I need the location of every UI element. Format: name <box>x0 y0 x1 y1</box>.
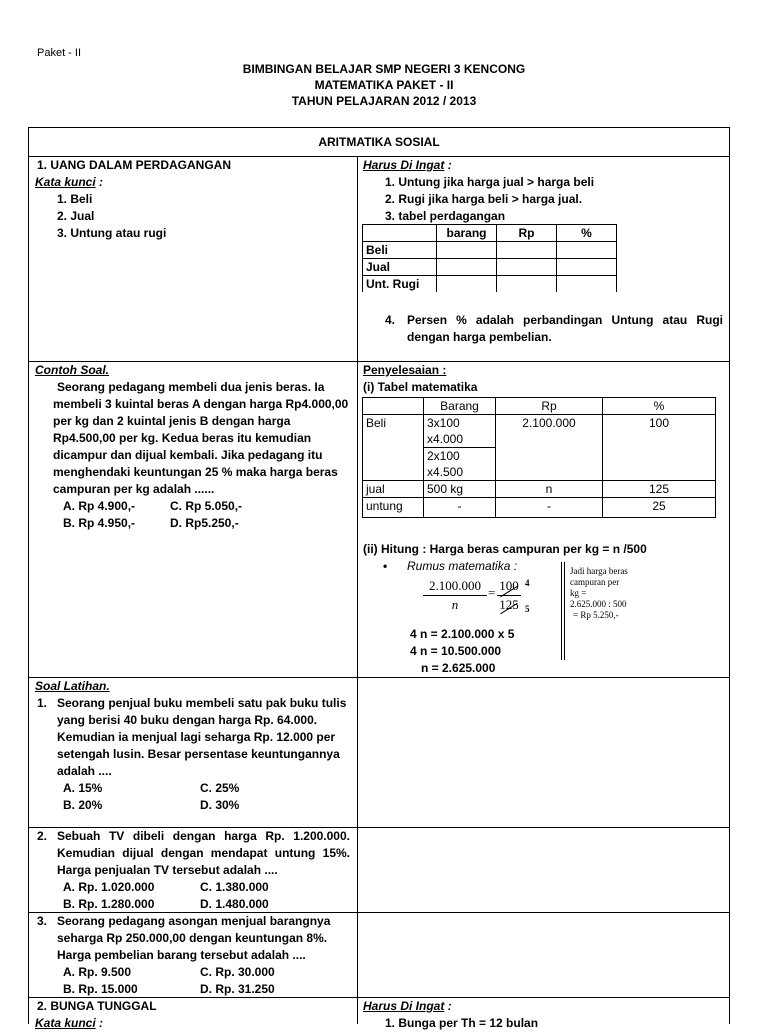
table-row-label: untung <box>363 498 424 518</box>
fraction-1-denominator: n <box>451 597 459 612</box>
fraction-1-bar <box>423 595 487 596</box>
list-item: 1. Untung jika harga jual > harga beli <box>385 175 595 189</box>
kata-kunci-label: Kata kunci <box>35 175 96 189</box>
ingat-colon: : <box>444 999 452 1013</box>
s1-kata-kunci <box>35 174 103 191</box>
contoh-line: membeli 3 kuintal beras A dengan harga Rp4.000,00 <box>53 397 349 411</box>
table-cell <box>424 415 496 448</box>
s1-heading: 1. UANG DALAM PERDAGANGAN <box>37 158 232 172</box>
list-item: 3. tabel perdagangan <box>385 209 506 223</box>
table-row-label: jual <box>363 481 424 498</box>
table-header: barang <box>437 225 497 242</box>
q1-line: Seorang penjual buku membeli satu pak buku tulis <box>57 696 347 710</box>
table-cell: 125 <box>603 481 716 498</box>
note-line: kg = <box>570 588 587 598</box>
section-title: ARITMATIKA SOSIAL <box>318 135 440 149</box>
q1-line: adalah .... <box>57 764 112 778</box>
note-border <box>564 562 565 660</box>
calc-line: n = 2.625.000 <box>421 661 496 675</box>
cell-line: 2x100 <box>427 449 460 463</box>
q1-option-a: A. 15% <box>63 781 103 795</box>
q1-line: Kemudian ia menjual lagi seharga Rp. 12.000 per <box>57 730 336 744</box>
table-cell <box>557 276 617 293</box>
q3-line: seharga Rp 250.000,00 dengan keuntungan 8%. <box>57 931 328 945</box>
cell-line: 3x100 <box>427 416 460 430</box>
table-row-label: Unt. Rugi <box>363 276 437 293</box>
reduced-numerator: 4 <box>525 578 530 588</box>
q1-option-c: C. 25% <box>200 781 240 795</box>
contoh-line: per kg dan 2 kuintal jenis B dengan harga <box>53 414 291 428</box>
q2-option-b: B. Rp. 1.280.000 <box>63 897 155 911</box>
doc-title-school: BIMBINGAN BELAJAR SMP NEGERI 3 KENCONG <box>242 62 526 76</box>
q2-line: Kemudian dijual dengan mendapat untung 15%. <box>57 846 350 860</box>
table-row-label: Jual <box>363 259 437 276</box>
table-border-top <box>28 127 730 128</box>
table-cell <box>557 242 617 259</box>
kata-kunci-colon: : <box>95 1016 104 1030</box>
table-cell <box>497 259 557 276</box>
side-note <box>570 566 628 621</box>
column-divider <box>357 156 358 1024</box>
ingat-heading <box>363 157 452 174</box>
note-border <box>561 562 562 660</box>
reduced-denominator: 5 <box>525 604 530 614</box>
solution-table <box>362 397 716 518</box>
table-header: Rp <box>497 225 557 242</box>
item4-number: 4. <box>385 313 396 327</box>
contoh-heading: Contoh Soal. <box>35 363 109 377</box>
list-item: 1. Beli <box>57 192 93 206</box>
cell-line: x4.500 <box>427 465 464 479</box>
q3-option-c: C. Rp. 30.000 <box>200 965 275 979</box>
option-c: C. Rp 5.050,- <box>170 499 243 513</box>
ingat-colon: : <box>444 158 452 172</box>
penyelesaian-heading: Penyelesaian : <box>363 363 447 377</box>
fraction-1-numerator: 2.100.000 <box>429 578 481 593</box>
table-cell: 2.100.000 <box>496 415 603 481</box>
table-cell <box>437 276 497 293</box>
option-b: B. Rp 4.950,- <box>63 516 136 530</box>
table-cell <box>363 398 424 415</box>
q3-option-d: D. Rp. 31.250 <box>200 982 275 996</box>
table-cell: n <box>496 481 603 498</box>
doc-title-subject: MATEMATIKA PAKET - II <box>314 78 454 92</box>
list-item: 2. Rugi jika harga beli > harga jual. <box>385 192 583 206</box>
ingat-label: Harus Di Ingat <box>363 999 445 1013</box>
table-cell: - <box>496 498 603 518</box>
rumus-label: Rumus matematika : <box>407 559 518 573</box>
table-cell: 25 <box>603 498 716 518</box>
latihan-heading: Soal Latihan. <box>35 679 110 693</box>
list-item: 1. Bunga per Th = 12 bulan <box>385 1016 539 1030</box>
q3-option-a: A. Rp. 9.500 <box>63 965 132 979</box>
table-cell: - <box>424 498 496 518</box>
contoh-line: dicampur dan dijual kembali. Jika pedagang itu <box>53 448 323 462</box>
list-item: 3. Untung atau rugi <box>57 226 167 240</box>
table-header: % <box>557 225 617 242</box>
contoh-line: Rp4.500,00 per kg. Kedua beras itu kemudian <box>53 431 312 445</box>
table-header: % <box>603 398 716 415</box>
bullet-icon: • <box>383 559 388 573</box>
table-cell <box>437 242 497 259</box>
q3-number: 3. <box>37 914 48 928</box>
note-line: 2.625.000 : 500 <box>570 599 627 609</box>
q2-option-a: A. Rp. 1.020.000 <box>63 880 155 894</box>
note-line: = Rp 5.250,- <box>573 610 619 620</box>
q1-option-d: D. 30% <box>200 798 240 812</box>
table-cell <box>363 225 437 242</box>
list-item: 2. Jual <box>57 209 95 223</box>
sub-heading-tabel: (i) Tabel matematika <box>363 380 478 394</box>
s2-ingat-heading <box>363 998 452 1015</box>
q1-line: setengah lusin. Besar persentase keuntungannya <box>57 747 340 761</box>
ingat-label: Harus Di Ingat <box>363 158 445 172</box>
table-cell <box>497 242 557 259</box>
q1-line: yang berisi 40 buku dengan harga Rp. 64.000. <box>57 713 318 727</box>
option-a: A. Rp 4.900,- <box>63 499 136 513</box>
paket-label: Paket - II <box>37 47 82 59</box>
table-cell: 500 kg <box>424 481 496 498</box>
fraction-2-denominator: 125 <box>499 597 519 612</box>
note-line: Jadi harga beras <box>570 566 628 576</box>
row-divider <box>28 677 730 678</box>
q3-line: Seorang pedagang asongan menjual barangnya <box>57 914 331 928</box>
item4-line1: Persen % adalah perbandingan Untung atau Rugi <box>407 313 723 327</box>
sub-heading-hitung: (ii) Hitung : Harga beras campuran per kg = n /500 <box>363 542 647 556</box>
q3-option-b: B. Rp. 15.000 <box>63 982 138 996</box>
table-border-left <box>28 127 29 1024</box>
table-header: Rp <box>496 398 603 415</box>
kata-kunci-colon: : <box>95 175 104 189</box>
table-cell <box>497 276 557 293</box>
trade-table <box>362 224 617 292</box>
contoh-line: Seorang pedagang membeli dua jenis beras. Ia <box>57 380 325 394</box>
table-border-right <box>729 127 730 1024</box>
s2-heading: 2. BUNGA TUNGGAL <box>37 999 157 1013</box>
table-row-label: Beli <box>363 242 437 259</box>
calc-line: 4 n = 2.100.000 x 5 <box>410 627 515 641</box>
table-cell <box>424 448 496 481</box>
q1-number: 1. <box>37 696 48 710</box>
table-header: Barang <box>424 398 496 415</box>
equals-sign: = <box>488 585 496 600</box>
q1-option-b: B. 20% <box>63 798 103 812</box>
calc-line: 4 n = 10.500.000 <box>410 644 502 658</box>
q2-line: Harga penjualan TV tersebut adalah .... <box>57 863 278 877</box>
contoh-line: menghendaki keuntungan 25 % maka harga beras <box>53 465 338 479</box>
q3-line: Harga pembelian barang tersebut adalah .... <box>57 948 306 962</box>
q2-option-c: C. 1.380.000 <box>200 880 269 894</box>
q2-line: Sebuah TV dibeli dengan harga Rp. 1.200.000. <box>57 829 350 843</box>
doc-title-year: TAHUN PELAJARAN 2012 / 2013 <box>291 94 477 108</box>
table-cell <box>557 259 617 276</box>
note-line: campuran per <box>570 577 620 587</box>
table-cell <box>437 259 497 276</box>
table-cell: 100 <box>603 415 716 481</box>
option-d: D. Rp5.250,- <box>170 516 239 530</box>
fraction-2-numerator: 100 <box>499 578 519 593</box>
q2-option-d: D. 1.480.000 <box>200 897 269 911</box>
q2-number: 2. <box>37 829 48 843</box>
kata-kunci-label: Kata kunci <box>35 1016 96 1030</box>
item4-line2: dengan harga pembelian. <box>407 330 552 344</box>
table-row-label: Beli <box>363 415 424 481</box>
cell-line: x4.000 <box>427 432 464 446</box>
contoh-line: campuran per kg adalah ...... <box>53 482 215 496</box>
